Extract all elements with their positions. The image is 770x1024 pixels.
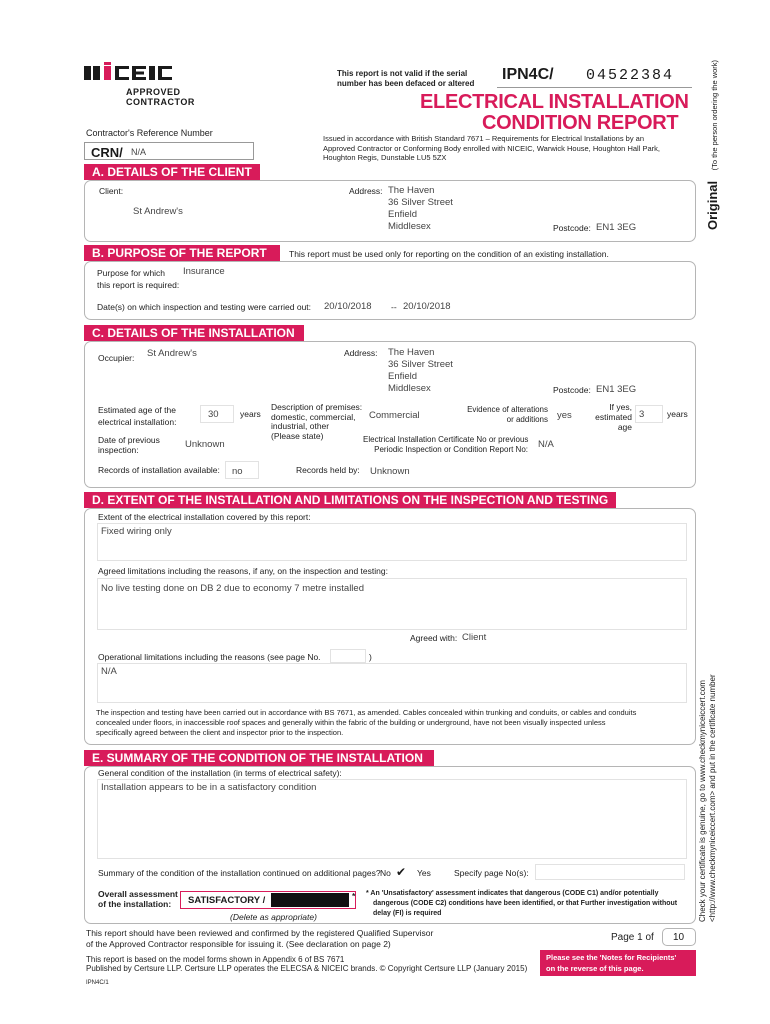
client-postcode-label: Postcode: [553, 223, 591, 233]
report-title-line1: ELECTRICAL INSTALLATION [420, 91, 689, 113]
overall-assessment-field[interactable] [180, 891, 356, 909]
operational-label-end: ) [369, 652, 372, 662]
previous-inspection-value[interactable]: Unknown [185, 439, 225, 450]
records-held-value[interactable]: Unknown [370, 466, 410, 477]
specify-pages-field[interactable] [535, 864, 685, 880]
crn-value: N/A [131, 147, 147, 157]
niceic-logo [84, 62, 204, 112]
operational-page-field[interactable] [330, 649, 366, 663]
general-condition-label: General condition of the installation (in terms of electrical safety): [98, 768, 342, 778]
premises-value[interactable]: Commercial [369, 410, 420, 421]
if-yes-label: If yes, estimated age [595, 402, 632, 432]
client-value[interactable]: St Andrew's [133, 206, 183, 217]
purpose-note: This report must be used only for reporting on the condition of an existing installation. [289, 249, 609, 259]
delete-note: (Delete as appropriate) [230, 912, 317, 922]
previous-inspection-label: Date of previous inspection: [98, 435, 160, 455]
page-total-field[interactable]: 10 [662, 928, 696, 946]
operational-label: Operational limitations including the reasons (see page No. [98, 652, 321, 662]
overall-asterisk: * [352, 891, 356, 901]
review-statement: This report should have been reviewed and confirmed by the registered Qualified Supervisor of the Approved Contractor responsible for issuing it. (See declaration on page 2) [86, 928, 434, 949]
section-d-header: D. EXTENT OF THE INSTALLATION AND LIMITATIONS ON THE INSPECTION AND TESTING [84, 492, 616, 508]
report-title-line2: CONDITION REPORT [482, 112, 679, 134]
age-unit: years [240, 409, 261, 419]
inspection-statement: The inspection and testing have been carried out in accordance with BS 7671, as amended. Cables concealed within trunking and conduits, or cables and conduits concealed under floors, in inaccessible roof spaces and generally within the fabric of the building or underground, have not been visually inspected unless specifically agreed between the client and inspector prior to the inspection. [96, 708, 637, 737]
model-forms-note: This report is based on the model forms shown in Appendix 6 of BS 7671 Published by Certsure LLP. Certsure LLP operates the ELECSA & NICEIC brands. © Copyright Certsure LLP (January 2015) [86, 955, 528, 973]
agreed-limitations-label: Agreed limitations including the reasons, if any, on the inspection and testing: [98, 566, 388, 576]
crn-label: CRN/ [91, 145, 123, 160]
side-original-label: Original (To the person ordering the work) [705, 59, 720, 230]
extent-label: Extent of the electrical installation covered by this report: [98, 512, 311, 522]
page-label: Page 1 of [611, 932, 654, 943]
overall-assessment-label: Overall assessment of the installation: [98, 889, 178, 909]
specify-pages-label: Specify page No(s): [454, 868, 529, 878]
agreed-with-label: Agreed with: [410, 633, 458, 643]
eic-label: Electrical Installation Certificate No or previous Periodic Inspection or Condition Report No: [363, 435, 529, 454]
no-option-label: No [380, 868, 391, 878]
eic-value[interactable]: N/A [538, 439, 554, 450]
form-code: IPN4C/ [502, 66, 554, 83]
logo-approved: APPROVED [126, 87, 181, 97]
records-label: Records of installation available: [98, 465, 220, 475]
overall-assessment-value: SATISFACTORY / [188, 895, 266, 906]
age-field[interactable]: 30 [200, 405, 234, 423]
date-separator: -- [391, 302, 397, 312]
date-to[interactable]: 20/10/2018 [403, 301, 451, 312]
crn-field[interactable] [84, 142, 254, 160]
serial-rule [497, 87, 692, 88]
yes-option-label: Yes [417, 868, 431, 878]
serial-number: 04522384 [586, 67, 675, 84]
verification-note: Check your certificate is genuine, go to www.checkmyniceiccert.com <http://www.checkmyniceiccert.com> and put in the certificate number [698, 674, 717, 922]
continued-label: Summary of the condition of the installation continued on additional pages? [98, 868, 381, 878]
records-held-label: Records held by: [296, 465, 360, 475]
alterations-value[interactable]: yes [557, 410, 572, 421]
unsatisfactory-redaction [271, 893, 349, 907]
section-e-header: E. SUMMARY OF THE CONDITION OF THE INSTALLATION [84, 750, 434, 766]
alteration-age-field[interactable]: 3 [635, 405, 663, 423]
unsatisfactory-note: * An 'Unsatisfactory' assessment indicates that dangerous (CODE C1) and/or potentially dangerous (CODE C2) conditions have been identified, or that Further investigation without delay (FI) is required [366, 890, 678, 917]
alteration-age-unit: years [667, 409, 688, 419]
dates-label: Date(s) on which inspection and testing were carried out: [97, 302, 312, 312]
logo-contractor: CONTRACTOR [126, 97, 195, 107]
client-address-label: Address: [349, 186, 383, 196]
extent-field[interactable]: Fixed wiring only [97, 523, 687, 561]
agreed-with-value[interactable]: Client [462, 632, 487, 643]
agreed-limitations-field[interactable]: No live testing done on DB 2 due to economy 7 metre installed [97, 578, 687, 630]
contractor-ref-label: Contractor's Reference Number [86, 128, 213, 138]
validity-note: This report is not valid if the serial number has been defaced or altered [337, 69, 475, 88]
purpose-value[interactable]: Insurance [183, 266, 225, 277]
notes-for-recipients-box: Please see the 'Notes for Recipients' on the reverse of this page. [540, 950, 696, 976]
issued-text: Issued in accordance with British Standard 7671 – Requirements for Electrical Installations by an Approved Contractor or Conforming Body enrolled with NICEIC, Warwick House, Houghton Hall Park, Houghton Regis, Dunstable LU5 5ZX [323, 134, 660, 162]
age-label: Estimated age of the electrical installation: [98, 405, 177, 427]
install-address-label: Address: [344, 348, 378, 358]
install-postcode-label: Postcode: [553, 385, 591, 395]
alterations-label: Evidence of alterations or additions [467, 405, 548, 424]
records-field[interactable]: no [225, 461, 259, 479]
client-postcode-value[interactable]: EN1 3EG [596, 222, 637, 233]
occupier-value[interactable]: St Andrew's [147, 348, 197, 359]
section-b-header: B. PURPOSE OF THE REPORT [84, 245, 280, 261]
install-postcode-value[interactable]: EN1 3EG [596, 384, 637, 395]
date-from[interactable]: 20/10/2018 [324, 301, 372, 312]
niceic-logo-mark [84, 62, 190, 84]
operational-field[interactable]: N/A [97, 663, 687, 703]
purpose-label: Purpose for which this report is required: [97, 268, 180, 290]
client-label: Client: [99, 186, 124, 196]
occupier-label: Occupier: [98, 353, 135, 363]
section-c-header: C. DETAILS OF THE INSTALLATION [84, 325, 304, 341]
premises-label: Description of premises: domestic, commercial, industrial, other (Please state) [271, 402, 363, 441]
checkmark-icon[interactable]: ✔ [396, 865, 407, 879]
section-a-header: A. DETAILS OF THE CLIENT [84, 164, 260, 180]
general-condition-field[interactable]: Installation appears to be in a satisfactory condition [97, 779, 687, 859]
form-reference: IPN4C/1 [86, 980, 109, 986]
